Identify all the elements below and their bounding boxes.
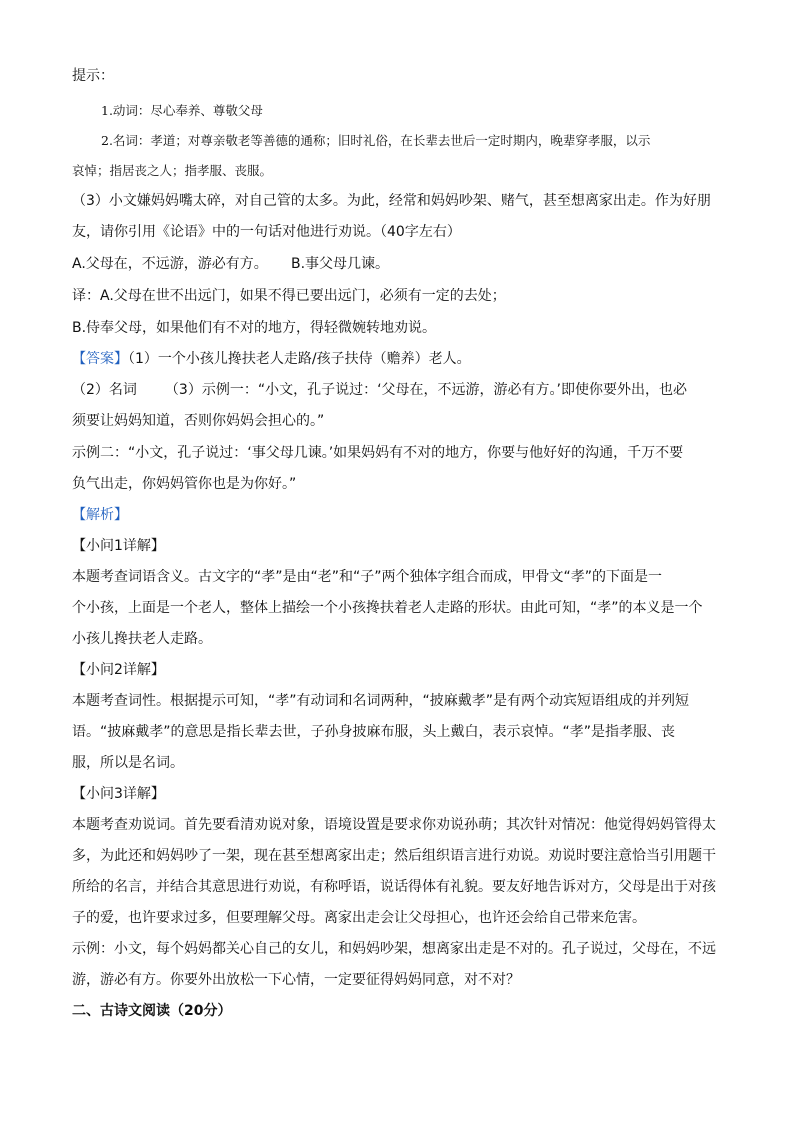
q2-header: 【小问2详解】 [72, 662, 165, 678]
q2-line: 服，所以是名词。 [72, 755, 184, 771]
option-b: B.事父母几谏。 [291, 256, 390, 272]
answer-line3: 须要让妈妈知道，否则你妈妈会担心的。” [72, 413, 325, 429]
question3-line1: （3）小文嫌妈妈嘴太碎，对自己管的太多。为此，经常和妈妈吵架、赌气，甚至想离家出走。作为好朋 [72, 193, 711, 209]
q3-line: 子的爱，也许要求过多，但要理解父母。离家出走会让父母担心，也许还会给自己带来危害。 [72, 910, 646, 926]
q1-line: 个小孩，上面是一个老人，整体上描绘一个小孩搀扶着老人走路的形状。由此可知，“孝”的本义是一个 [72, 600, 703, 616]
q3-line: 本题考查劝说词。首先要看清劝说对象，语境设置是要求你劝说孙萌；其次针对情况：他觉得妈妈管得太 [72, 817, 716, 833]
answer-line2 [72, 380, 687, 400]
q3-line: 示例：小文，每个妈妈都关心自己的女儿，和妈妈吵架，想离家出走是不对的。孔子说过，父母在，不远 [72, 941, 716, 957]
q1-line: 小孩儿搀扶老人走路。 [72, 631, 212, 647]
option-a: A.父母在，不远游，游必有方。 [72, 256, 268, 272]
q3-line: 游，游必有方。你要外出放松一下心情，一定要征得妈妈同意，对不对？ [72, 972, 520, 988]
answer-line1 [72, 349, 471, 369]
answer-line5: 负气出走，你妈妈管你也是为你好。” [72, 476, 297, 492]
translation-b: B.侍奉父母，如果他们有不对的地方，得轻微婉转地劝说。 [72, 320, 437, 336]
hint-item-noun-line1: 2.名词：孝道；对尊亲敬老等善德的通称；旧时礼俗，在长辈去世后一定时期内，晚辈穿孝服，以示 [101, 133, 651, 148]
q2-line: 本题考查词性。根据提示可知，“孝”有动词和名词两种，“披麻戴孝”是有两个动宾短语组成的并列短 [72, 693, 690, 709]
hint-item-verb: 1.动词：尽心奉养、尊敬父母 [101, 103, 263, 118]
answer-tag: 【答案】 [72, 351, 128, 367]
answer-noun: （2）名词 [72, 382, 137, 398]
translation-a: 译：A.父母在世不出远门，如果不得已要出远门，必须有一定的去处； [72, 288, 506, 304]
analysis-tag: 【解析】 [72, 507, 128, 523]
hint-item-noun-line2: 哀悼；指居丧之人；指孝服、丧服。 [72, 163, 273, 178]
question3-line2: 友，请你引用《论语》中的一句话对他进行劝说。（40字左右） [72, 224, 461, 240]
answer-text-1: （1）一个小孩儿搀扶老人走路/孩子扶侍（赡养）老人。 [128, 351, 471, 367]
q2-line: 语。“披麻戴孝”的意思是指长辈去世，子孙身披麻布服，头上戴白，表示哀悼。“孝”是指孝服、丧 [72, 724, 676, 740]
q1-line: 本题考查词语含义。古文字的“孝”是由“老”和“子”两个独体字组合而成，甲骨文“孝”的下面是一 [72, 569, 663, 585]
q3-header: 【小问3详解】 [72, 786, 165, 802]
hint-title: 提示： [72, 68, 114, 84]
answer-example-one: （3）示例一：“小文，孔子说过：‘父母在，不远游，游必有方。’即使你要外出，也必 [164, 382, 687, 398]
q1-header: 【小问1详解】 [72, 538, 165, 554]
section2-heading: 二、古诗文阅读（20分） [72, 1003, 232, 1019]
q3-line: 多，为此还和妈妈吵了一架，现在甚至想离家出走；然后组织语言进行劝说。劝说时要注意恰当引用题干 [72, 848, 716, 864]
answer-line4: 示例二：“小文，孔子说过：‘事父母几谏。’如果妈妈有不对的地方，你要与他好好的沟通，千万不要 [72, 445, 684, 461]
q3-line: 所给的名言，并结合其意思进行劝说，有称呼语，说话得体有礼貌。要友好地告诉对方，父母是出于对孩 [72, 879, 716, 895]
